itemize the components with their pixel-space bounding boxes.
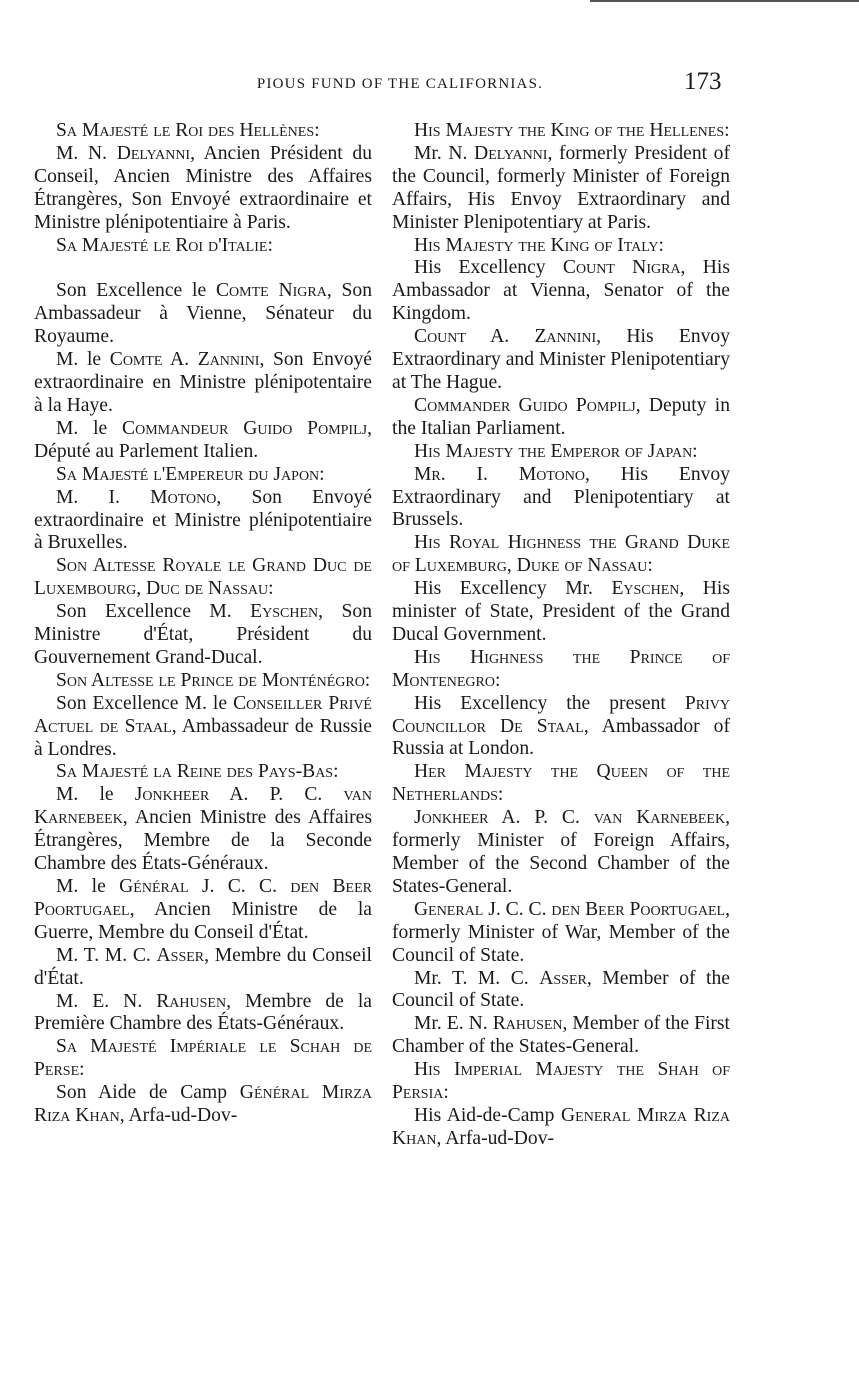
delegate-description: Member of the First Chamber of the States-General. [392,1013,731,1058]
delegate-prefix: M. E. N. [56,990,157,1012]
delegate-name: Motono, [150,486,222,508]
delegate-name: General Mirza Riza Khan, [392,1104,730,1149]
delegate-entry [392,464,730,533]
delegate-entry [34,349,372,418]
sovereign-heading: Sa Majesté la Reine des Pays-Bas: [56,761,339,783]
delegate-entry [34,601,372,670]
delegate-prefix: Son Excellence le [56,280,216,302]
delegate-name: Asser, [156,944,210,966]
delegate-description: Ambassadeur de Russie à Londres. [34,715,372,760]
delegate-description: Ancien Président du Conseil, Ancien Ministre des Affaires Étrangères, Son Envoyé extraordinaire et Ministre plénipotentiaire à Paris. [34,142,372,233]
delegate-description: Ancien Ministre des Affaires Étrangères, Membre de la Seconde Chambre des États-Généraux. [34,807,372,875]
delegate-entry [392,143,730,235]
delegate-name: Count Nigra, [562,257,686,279]
delegate-entry [34,1082,372,1128]
delegate-description: His Envoy Extraordinary and Plenipotentiary at Brussels. [392,463,730,531]
delegate-description: His Envoy Extraordinary and Minister Plenipotentiary at The Hague. [392,326,730,393]
delegate-entry [392,257,730,326]
sovereign-heading: His Imperial Majesty the Shah of Persia: [392,1059,730,1104]
delegate-prefix: Son Excellence M. le [56,692,234,714]
delegate-description: formerly President of the Council, formerly Minister of Foreign Affairs, His Envoy Extraordinary and Minister Plenipotentiary at Paris. [392,142,730,233]
delegate-entry [392,578,730,647]
delegate-description: Son Ambassadeur à Vienne, Sénateur du Royaume. [34,280,373,348]
delegate-name: Général J. C. C. den Beer Poortugael, [34,876,372,920]
sovereign-heading: His Majesty the Emperor of Japan: [414,440,698,462]
delegate-prefix: Mr. N. [414,142,475,164]
delegate-name: Commandeur Guido Pompilj, [122,417,372,439]
delegate-name: General J. C. C. den Beer Poortugael, [414,898,730,920]
sovereign-heading: Her Majesty the Queen of the Netherlands: [392,761,730,806]
delegate-prefix: M. le [56,784,135,806]
english-column [392,120,730,1151]
delegate-prefix: M. le [56,349,110,371]
delegate-name: Eyschen, [250,601,324,623]
delegate-name: Jonkheer A. P. C. van Karnebeek, [414,807,730,829]
delegate-description: Membre de la Première Chambre des États-Généraux. [34,990,372,1035]
delegate-description: Son Envoyé extraordinaire en Ministre plénipotentaire à la Haye. [34,349,372,416]
delegate-prefix: Mr. E. N. [414,1013,493,1035]
delegate-name: Delyanni, [474,142,553,164]
delegate-description: Arfa-ud-Dov- [124,1105,238,1127]
delegate-entry [392,693,730,762]
spacer [34,257,372,280]
delegate-prefix: Mr. T. M. C. [414,967,540,989]
delegate-description: formerly Minister of Foreign Affairs, Member of the Second Chamber of the States-General. [392,830,730,897]
delegate-entry [392,1013,730,1059]
delegate-name: Comte A. Zannini, [109,349,265,371]
delegate-name: Commander Guido Pompilj, [414,394,641,416]
sovereign-heading: Sa Majesté le Roi d'Italie: [56,234,273,256]
delegate-prefix: Son Aide de Camp [56,1082,240,1104]
delegate-entry [392,807,730,899]
delegate-prefix: M. le [56,417,123,439]
delegate-entry [34,143,372,235]
delegate-entry [34,693,372,762]
delegate-description: Son Envoyé extraordinaire et Ministre plénipotentiaire à Bruxelles. [34,486,372,554]
sovereign-heading: Son Altesse le Prince de Monténégro: [56,669,371,691]
sovereign-heading: His Royal Highness the Grand Duke of Luxemburg, Duke of Nassau: [392,532,730,577]
delegate-entry [392,326,730,395]
french-column [34,120,372,1128]
delegate-name: Comte Nigra, [215,280,332,302]
delegate-name: Privy Councillor De Staal, [392,692,730,737]
delegate-prefix: His Excellency the present [414,692,685,714]
delegate-entry [392,968,730,1014]
sovereign-heading: His Majesty the King of Italy: [414,234,664,256]
delegate-prefix: M. I. [56,486,151,508]
delegate-name: Asser, [539,967,592,989]
delegate-description: formerly Minister of War, Member of the Council of State. [392,921,730,966]
delegate-name: Count A. Zannini, [414,326,602,348]
sovereign-heading: Sa Majesté l'Empereur du Japon: [56,463,325,485]
page-number: 173 [684,68,722,95]
delegate-prefix: His Excellency [414,257,563,279]
sovereign-heading: His Majesty the King of the Hellenes: [414,120,730,141]
sovereign-heading: Sa Majesté Impériale le Schah de Perse: [34,1036,372,1081]
top-edge-rule [590,0,859,2]
delegate-name: Rahusen, [156,990,231,1012]
delegate-name: Eyschen, [611,578,685,600]
delegate-description: His minister of State, President of the Grand Ducal Government. [392,578,731,645]
delegate-description: Ancien Ministre de la Guerre, Membre du Conseil d'État. [34,898,372,943]
delegate-name: Rahusen, [492,1013,568,1035]
sovereign-heading: Sa Majesté le Roi des Hellènes: [56,120,320,141]
delegate-entry [34,418,372,464]
delegate-name: Général Mirza Riza Khan, [34,1082,372,1127]
delegate-entry [392,395,730,441]
delegate-entry [34,784,372,876]
delegate-entry [34,876,372,945]
delegate-name: Mr. I. Motono, [414,463,590,485]
delegate-entry [392,1105,730,1151]
sovereign-heading: His Highness the Prince of Montenegro: [392,646,730,691]
delegate-prefix: M. T. M. C. [56,944,157,966]
delegate-entry [34,945,372,991]
delegate-prefix: His Excellency Mr. [414,578,612,600]
delegate-description: Deputy in the Italian Parliament. [392,394,730,439]
sovereign-heading: Son Altesse Royale le Grand Duc de Luxembourg, Duc de Nassau: [34,555,372,600]
delegate-description: Membre du Conseil d'État. [34,944,373,989]
delegate-entry [34,280,372,349]
delegate-entry [34,991,372,1037]
delegate-name: M. N. Delyanni, [56,142,195,164]
delegate-entry [34,487,372,556]
delegate-description: Member of the Council of State. [392,967,730,1012]
delegate-description: Arfa-ud-Dov- [441,1127,555,1149]
delegate-description: His Ambassador at Vienna, Senator of the Kingdom. [392,257,730,325]
delegate-name: Conseiller Privé Actuel de Staal, [34,692,372,737]
delegate-description: Ambassador of Russia at London. [392,715,730,760]
delegate-description: Député au Parlement Italien. [34,440,259,462]
delegate-description: Son Ministre d'État, Président du Gouvernement Grand-Ducal. [34,601,372,668]
delegate-prefix: M. le [56,876,120,897]
delegate-name: Jonkheer A. P. C. van Karnebeek, [34,784,372,829]
delegate-entry [392,899,730,968]
running-title: PIOUS FUND OF THE CALIFORNIAS. [256,76,544,92]
delegate-prefix: Son Excellence M. [56,601,251,623]
delegate-prefix: His Aid-de-Camp [414,1104,562,1126]
